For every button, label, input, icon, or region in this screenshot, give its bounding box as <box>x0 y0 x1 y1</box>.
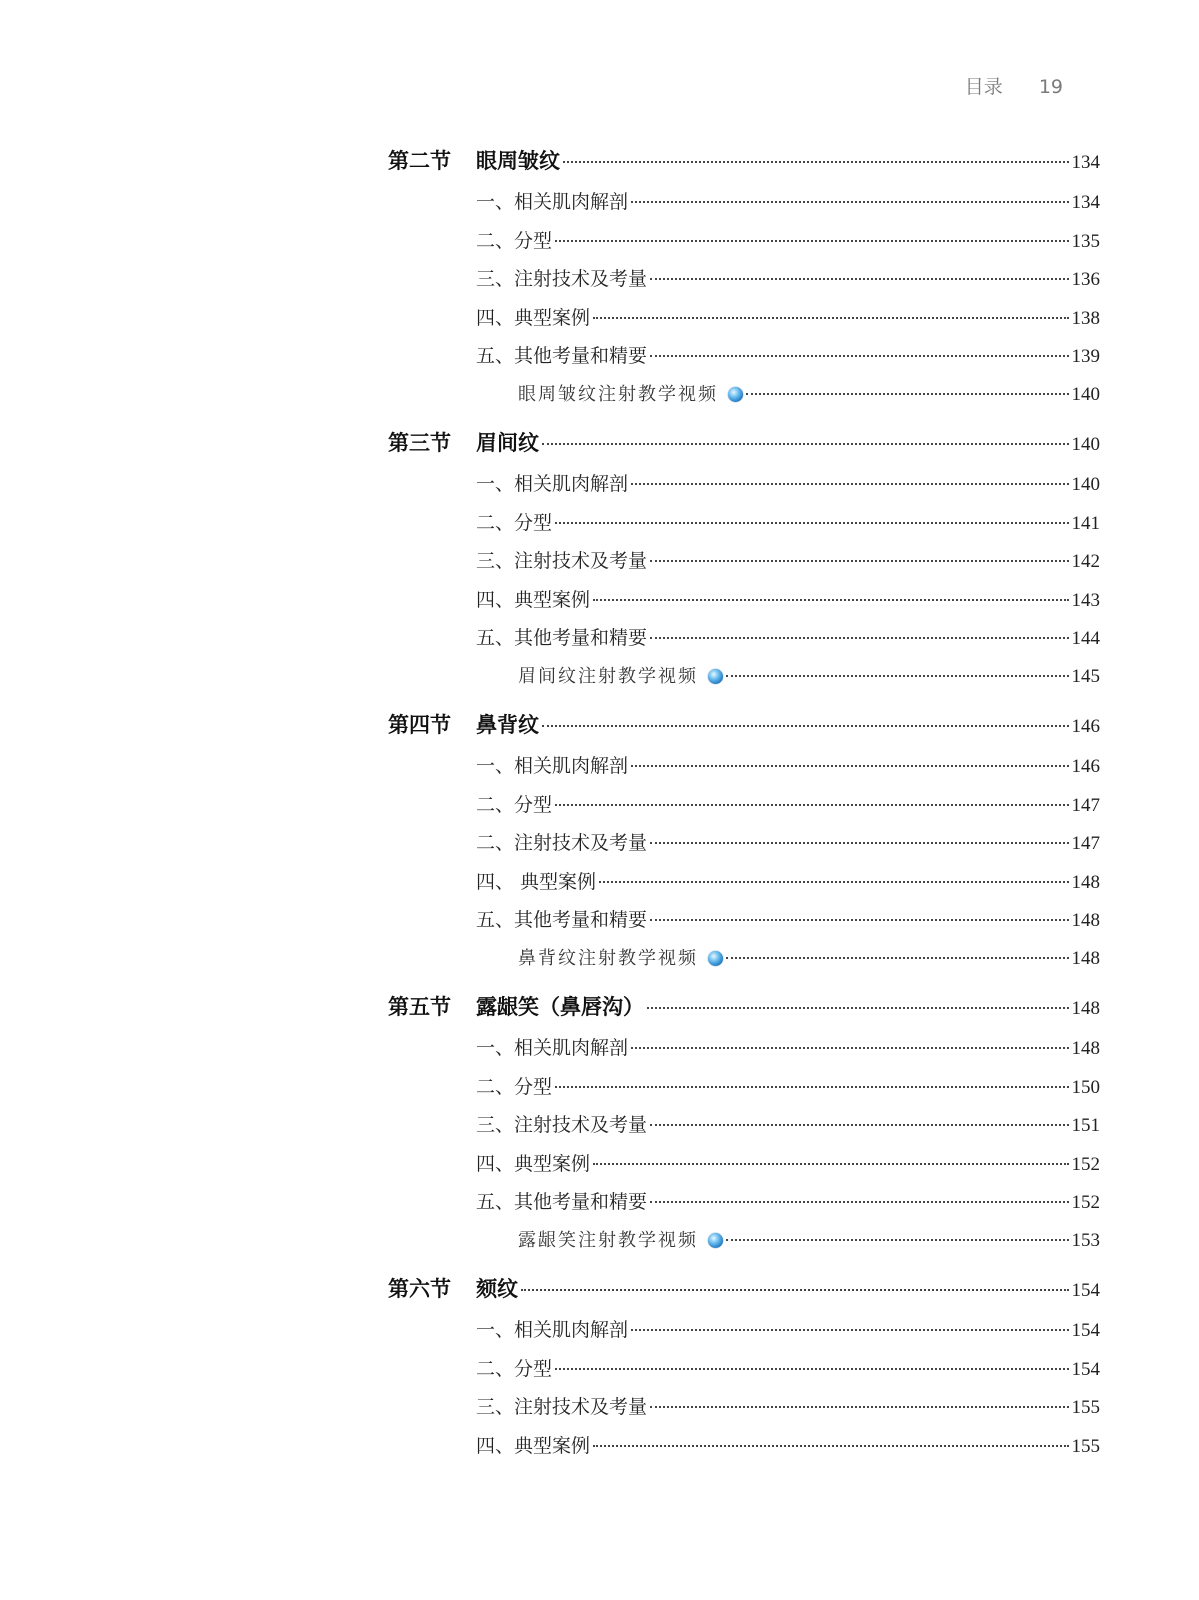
dot-leader <box>650 637 1068 639</box>
dot-leader <box>555 804 1068 806</box>
section-heading[interactable] <box>388 427 1100 469</box>
entry-page-number: 144 <box>1071 628 1100 649</box>
entry-page-number: 146 <box>1071 756 1100 777</box>
toc-video-entry[interactable] <box>388 380 1100 419</box>
dot-leader <box>650 1124 1068 1126</box>
entry-label: 二、分型 <box>476 1075 553 1098</box>
section-number: 第三节 <box>388 430 451 455</box>
entry-page-number: 136 <box>1071 269 1100 290</box>
section-number: 第六节 <box>388 1276 451 1301</box>
dot-leader <box>631 1047 1068 1049</box>
toc-entry[interactable] <box>388 790 1100 829</box>
entry-label: 一、相关肌肉解剖 <box>476 755 629 777</box>
section-number: 第五节 <box>388 994 451 1019</box>
toc-entry[interactable] <box>388 1072 1100 1111</box>
dot-leader <box>599 881 1068 883</box>
toc-entry[interactable] <box>388 469 1100 508</box>
entry-label: 二、注射技术及考量 <box>476 832 648 854</box>
entry-page-number: 152 <box>1071 1153 1100 1175</box>
toc-entry[interactable] <box>388 187 1100 226</box>
table-of-contents <box>388 145 1100 1478</box>
dot-leader <box>650 560 1068 562</box>
entry-label: 二、分型 <box>476 229 553 252</box>
entry-page-number: 147 <box>1071 794 1100 816</box>
running-header <box>965 72 1063 99</box>
entry-page-number: 141 <box>1071 512 1100 534</box>
dot-leader <box>542 725 1069 727</box>
entry-label: 五、其他考量和精要 <box>476 909 648 931</box>
entry-label: 五、其他考量和精要 <box>476 627 648 649</box>
toc-section <box>388 145 1100 418</box>
entry-label: 三、注射技术及考量 <box>476 1396 648 1418</box>
entry-page-number: 148 <box>1071 910 1100 931</box>
entry-page-number: 154 <box>1071 1320 1100 1341</box>
toc-entry[interactable] <box>388 585 1100 624</box>
dot-leader <box>555 240 1068 242</box>
entry-label: 一、相关肌肉解剖 <box>476 1319 629 1341</box>
dot-leader <box>563 161 1069 163</box>
toc-entry[interactable] <box>388 303 1100 342</box>
section-heading[interactable] <box>388 709 1100 751</box>
toc-entry[interactable] <box>388 264 1100 303</box>
entry-page-number: 139 <box>1071 346 1100 367</box>
entry-label: 二、分型 <box>476 511 553 534</box>
toc-entry[interactable] <box>388 546 1100 585</box>
dot-leader <box>593 599 1068 601</box>
entry-label: 四、 典型案例 <box>476 870 597 893</box>
dot-leader <box>726 1239 1069 1241</box>
section-page-number: 154 <box>1071 1280 1100 1301</box>
entry-page-number: 143 <box>1071 589 1100 611</box>
entry-label: 三、注射技术及考量 <box>476 550 648 572</box>
entry-page-number: 148 <box>1071 871 1100 893</box>
toc-entry[interactable] <box>388 1392 1100 1431</box>
video-play-icon[interactable] <box>708 1233 723 1248</box>
dot-leader <box>631 1329 1068 1331</box>
dot-leader <box>631 483 1068 485</box>
entry-page-number: 154 <box>1071 1358 1100 1380</box>
toc-entry[interactable] <box>388 1431 1100 1470</box>
video-page-number: 145 <box>1071 665 1100 687</box>
header-page-number: 19 <box>1038 76 1063 98</box>
section-title: 眉间纹 <box>476 430 539 455</box>
toc-video-entry[interactable] <box>388 944 1100 983</box>
entry-page-number: 134 <box>1071 192 1100 213</box>
dot-leader <box>593 317 1068 319</box>
entry-page-number: 142 <box>1071 551 1100 572</box>
video-page-number: 140 <box>1071 383 1100 405</box>
toc-section <box>388 709 1100 982</box>
section-heading[interactable] <box>388 991 1100 1033</box>
dot-leader <box>647 1007 1069 1009</box>
dot-leader <box>650 919 1068 921</box>
toc-entry[interactable] <box>388 1033 1100 1072</box>
toc-entry[interactable] <box>388 1149 1100 1188</box>
entry-label: 四、典型案例 <box>476 588 591 611</box>
section-number: 第二节 <box>388 148 451 173</box>
header-title: 目录 <box>964 76 1003 98</box>
video-play-icon[interactable] <box>708 669 723 684</box>
section-title: 鼻背纹 <box>476 712 539 737</box>
section-page-number: 134 <box>1071 152 1100 173</box>
video-label: 鼻背纹注射教学视频 <box>518 947 698 969</box>
toc-entry[interactable] <box>388 751 1100 790</box>
entry-page-number: 148 <box>1071 1038 1100 1059</box>
entry-page-number: 152 <box>1071 1192 1100 1213</box>
entry-page-number: 140 <box>1071 474 1100 495</box>
dot-leader <box>650 842 1068 844</box>
dot-leader <box>650 278 1068 280</box>
toc-entry[interactable] <box>388 867 1100 906</box>
toc-entry[interactable] <box>388 1187 1100 1226</box>
toc-section <box>388 1273 1100 1469</box>
dot-leader <box>726 957 1069 959</box>
entry-label: 三、注射技术及考量 <box>476 1114 648 1136</box>
toc-video-entry[interactable] <box>388 662 1100 701</box>
toc-section <box>388 427 1100 700</box>
toc-entry[interactable] <box>388 1110 1100 1149</box>
dot-leader <box>555 1368 1068 1370</box>
video-page-number: 153 <box>1071 1229 1100 1251</box>
section-title: 露龈笑（鼻唇沟） <box>476 994 644 1019</box>
entry-page-number: 155 <box>1071 1435 1100 1457</box>
section-page-number: 148 <box>1071 998 1100 1019</box>
entry-page-number: 147 <box>1071 833 1100 854</box>
dot-leader <box>650 1201 1068 1203</box>
video-label: 眼周皱纹注射教学视频 <box>518 383 718 405</box>
toc-entry[interactable] <box>388 226 1100 265</box>
video-label: 眉间纹注射教学视频 <box>518 665 698 687</box>
video-play-icon[interactable] <box>728 387 743 402</box>
video-label: 露龈笑注射教学视频 <box>518 1229 698 1251</box>
section-title: 眼周皱纹 <box>476 148 560 173</box>
toc-entry[interactable] <box>388 1315 1100 1354</box>
dot-leader <box>593 1445 1068 1447</box>
entry-label: 五、其他考量和精要 <box>476 345 648 367</box>
entry-label: 三、注射技术及考量 <box>476 268 648 290</box>
entry-page-number: 150 <box>1071 1076 1100 1098</box>
dot-leader <box>555 1086 1068 1088</box>
entry-label: 四、典型案例 <box>476 306 591 329</box>
toc-entry[interactable] <box>388 508 1100 547</box>
toc-entry[interactable] <box>388 341 1100 380</box>
section-page-number: 140 <box>1071 434 1100 455</box>
section-page-number: 146 <box>1071 716 1100 737</box>
section-heading[interactable] <box>388 1273 1100 1315</box>
toc-section <box>388 991 1100 1264</box>
entry-label: 四、典型案例 <box>476 1434 591 1457</box>
entry-page-number: 138 <box>1071 307 1100 329</box>
dot-leader <box>631 201 1068 203</box>
dot-leader <box>650 1406 1068 1408</box>
entry-label: 四、典型案例 <box>476 1152 591 1175</box>
section-title: 颏纹 <box>476 1276 518 1301</box>
entry-page-number: 135 <box>1071 230 1100 252</box>
toc-entry[interactable] <box>388 1354 1100 1393</box>
dot-leader <box>650 355 1068 357</box>
entry-label: 一、相关肌肉解剖 <box>476 473 629 495</box>
dot-leader <box>593 1163 1068 1165</box>
entry-label: 一、相关肌肉解剖 <box>476 1037 629 1059</box>
toc-entry[interactable] <box>388 623 1100 662</box>
dot-leader <box>542 443 1069 445</box>
toc-entry[interactable] <box>388 828 1100 867</box>
entry-label: 二、分型 <box>476 793 553 816</box>
entry-page-number: 155 <box>1071 1397 1100 1418</box>
dot-leader <box>521 1289 1069 1291</box>
dot-leader <box>726 675 1069 677</box>
dot-leader <box>555 522 1068 524</box>
video-play-icon[interactable] <box>708 951 723 966</box>
section-heading[interactable] <box>388 145 1100 187</box>
dot-leader <box>631 765 1068 767</box>
entry-page-number: 151 <box>1071 1115 1100 1136</box>
entry-label: 五、其他考量和精要 <box>476 1191 648 1213</box>
toc-video-entry[interactable] <box>388 1226 1100 1265</box>
dot-leader <box>746 393 1069 395</box>
toc-entry[interactable] <box>388 905 1100 944</box>
entry-label: 二、分型 <box>476 1357 553 1380</box>
entry-label: 一、相关肌肉解剖 <box>476 191 629 213</box>
section-number: 第四节 <box>388 712 451 737</box>
video-page-number: 148 <box>1071 947 1100 969</box>
